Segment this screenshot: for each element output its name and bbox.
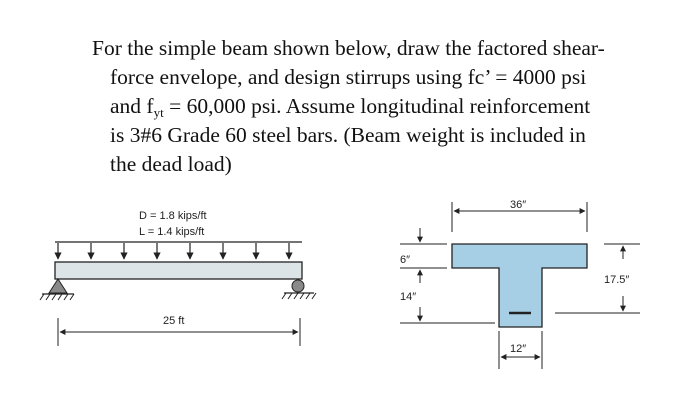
depth-dimensions [400, 228, 495, 323]
problem-line-3-suffix: = 60,000 psi. Assume longitudinal reinforcement [163, 94, 591, 118]
problem-line-3-prefix: and f [110, 94, 154, 118]
pin-support [40, 279, 74, 300]
live-load-label: L = 1.4 kips/ft [139, 226, 205, 238]
problem-line-1: For the simple beam shown below, draw the factored shear- [92, 36, 605, 60]
beam-elevation [40, 210, 316, 346]
flange-thickness-label: 6″ [400, 254, 411, 266]
problem-line-5: the dead load) [110, 152, 232, 176]
problem-line-2: force envelope, and design stirrups using fc’ = 4000 psi [110, 65, 587, 89]
fyt-subscript: yt [153, 105, 164, 120]
section-shape [452, 244, 587, 327]
distributed-load [55, 242, 302, 259]
t-beam-section [400, 199, 640, 369]
web-width-label: 12″ [510, 343, 527, 355]
problem-line-4: is 3#6 Grade 60 steel bars. (Beam weight is included in [110, 123, 586, 147]
web-depth-label: 14″ [400, 291, 417, 303]
span-label: 25 ft [163, 315, 185, 327]
effective-depth-label: 17.5″ [604, 274, 630, 286]
flange-width-label: 36″ [510, 199, 527, 211]
dead-load-label: D = 1.8 kips/ft [139, 210, 207, 222]
beam-body [55, 262, 302, 279]
roller-support [282, 280, 316, 299]
